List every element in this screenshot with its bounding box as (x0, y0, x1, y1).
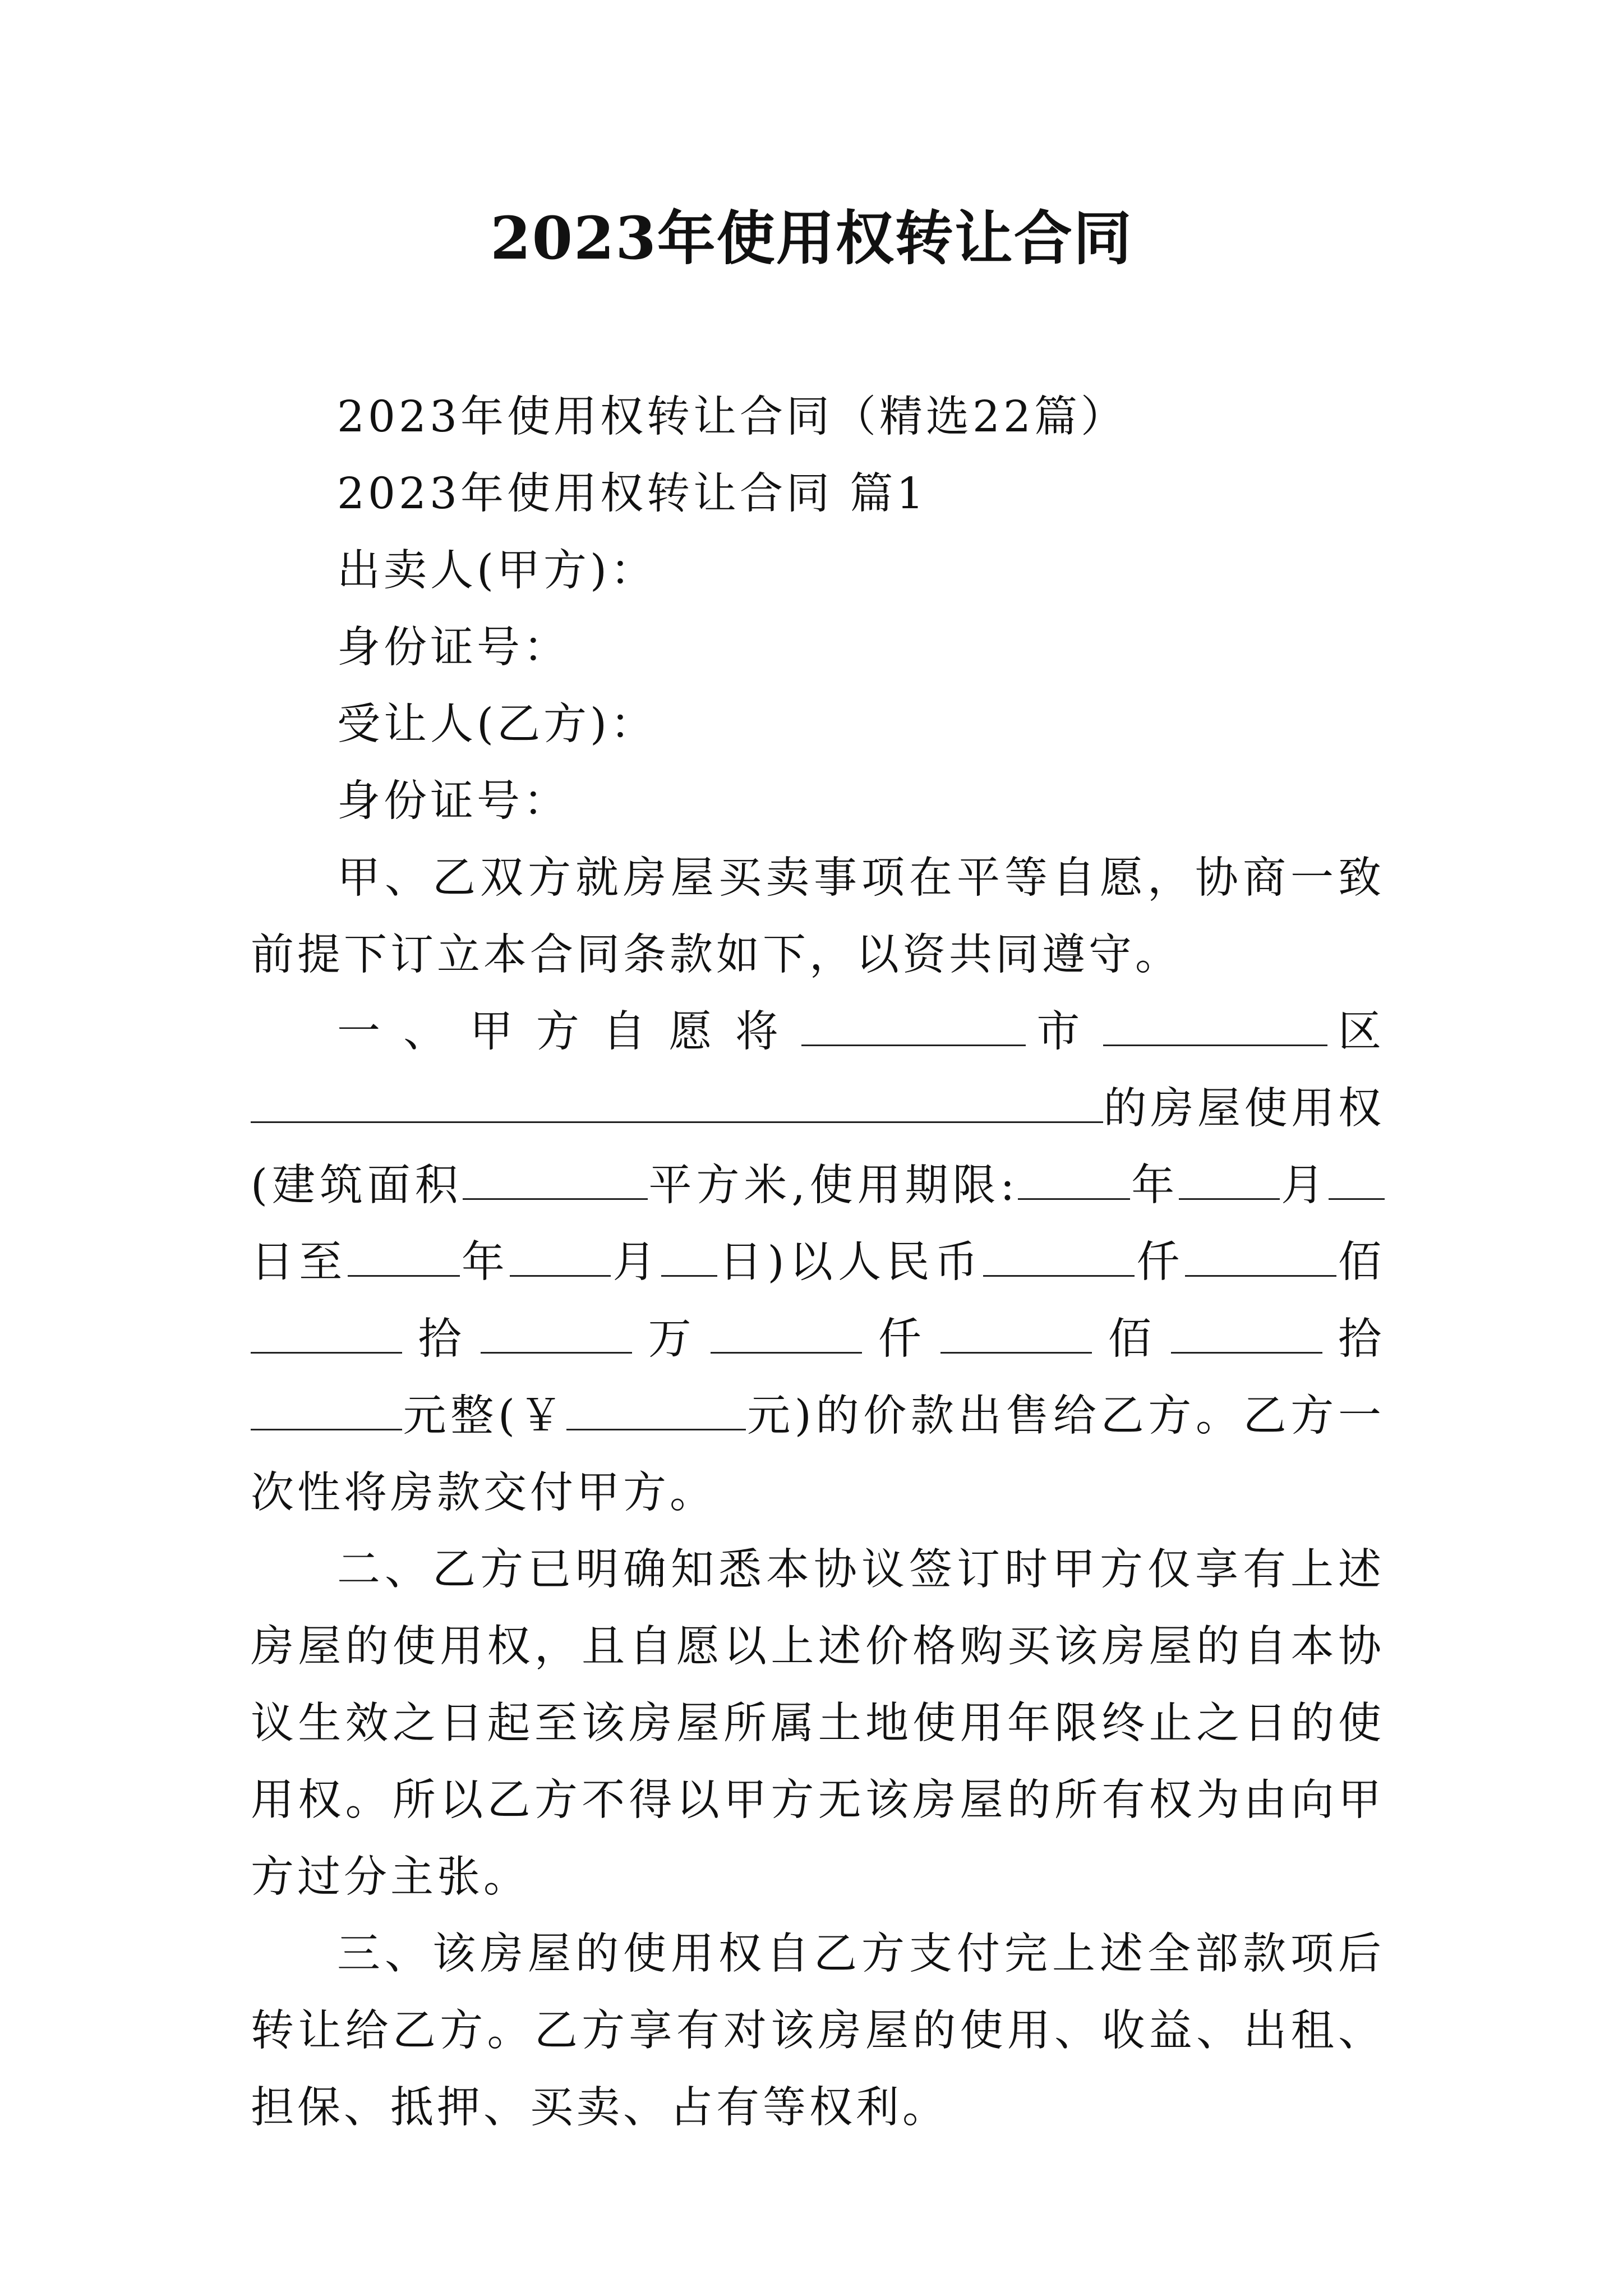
document-body (251, 379, 1385, 2146)
clause-1-text: 日至 (251, 1237, 348, 1287)
seller-line: 出卖人(甲方)： (337, 546, 657, 596)
clause-1-text: 佰 (1092, 1314, 1171, 1364)
clause-1-text: 仟 (1135, 1237, 1185, 1287)
end-month-blank (510, 1241, 611, 1277)
district-blank (1103, 1011, 1327, 1046)
address-blank (251, 1088, 1103, 1123)
clause-1-text: 的房屋使用权(建筑面积 (251, 1084, 1385, 1211)
clause-1-text: 日)以人民币 (717, 1237, 984, 1287)
amount-blank (983, 1241, 1135, 1277)
amount-blank (481, 1318, 632, 1354)
subtitle-paragraph: 2023年使用权转让合同（精选22篇） (337, 392, 1127, 442)
clause-1-text: 元)的价款出售给乙方。乙方一次性将房款交付甲方。 (251, 1391, 1385, 1518)
clause-1-text: 元整(￥ (402, 1391, 567, 1441)
amount-blank (251, 1318, 402, 1354)
chapter-heading: 2023年使用权转让合同 篇1 (337, 469, 928, 519)
start-month-blank (1179, 1165, 1280, 1200)
start-year-blank (1018, 1165, 1130, 1200)
end-year-blank (348, 1241, 460, 1277)
buyer-line: 受让人(乙方)： (337, 700, 657, 749)
amount-blank (1185, 1241, 1336, 1277)
clause-1-text: 拾 (402, 1314, 481, 1364)
seller-id-line: 身份证号： (337, 623, 570, 673)
clause-1-text: 一、甲方自愿将 (337, 1007, 802, 1057)
intro-paragraph: 甲、乙双方就房屋买卖事项在平等自愿，协商一致前提下订立本合同条款如下，以资共同遵守。 (251, 853, 1385, 980)
numeric-amount-blank (566, 1395, 746, 1430)
clause-1-text: 万 (632, 1314, 711, 1364)
clause-1-text: 月 (1280, 1161, 1329, 1211)
clause-1-paragraph (251, 993, 1385, 1531)
clause-2-paragraph: 二、乙方已明确知悉本协议签订时甲方仅享有上述房屋的使用权，且自愿以上述价格购买该房屋的自本协议生效之日起至该房屋所属土地使用年限终止之日的使用权。所以乙方不得以甲方无该房屋的所有权为由向甲方过分主张。 (251, 1545, 1385, 1902)
amount-blank (251, 1395, 402, 1430)
area-blank (463, 1165, 648, 1200)
buyer-id-line: 身份证号： (337, 776, 570, 826)
start-day-blank (1329, 1165, 1385, 1200)
clause-1-text: 拾 (1322, 1314, 1385, 1364)
clause-1-text: 月 (611, 1237, 661, 1287)
amount-blank (1171, 1318, 1322, 1354)
clause-1-text: 年 (1130, 1161, 1179, 1211)
clause-1-text: 市 (1026, 1007, 1103, 1057)
clause-1-text: 平方米,使用期限: (647, 1161, 1018, 1211)
clause-1-text: 年 (459, 1237, 510, 1287)
end-day-blank (661, 1241, 717, 1277)
document-title: 2023年使用权转让合同 (490, 204, 1133, 273)
clause-3-paragraph: 三、该房屋的使用权自乙方支付完上述全部款项后转让给乙方。乙方享有对该房屋的使用、收益、出租、担保、抵押、买卖、占有等权利。 (251, 1929, 1385, 2133)
clause-1-text: 仟 (862, 1314, 941, 1364)
amount-blank (940, 1318, 1092, 1354)
clause-1-text: 区 (1327, 1007, 1385, 1057)
amount-blank (711, 1318, 862, 1354)
clause-1-text: 佰 (1336, 1237, 1385, 1287)
city-blank (801, 1011, 1026, 1046)
